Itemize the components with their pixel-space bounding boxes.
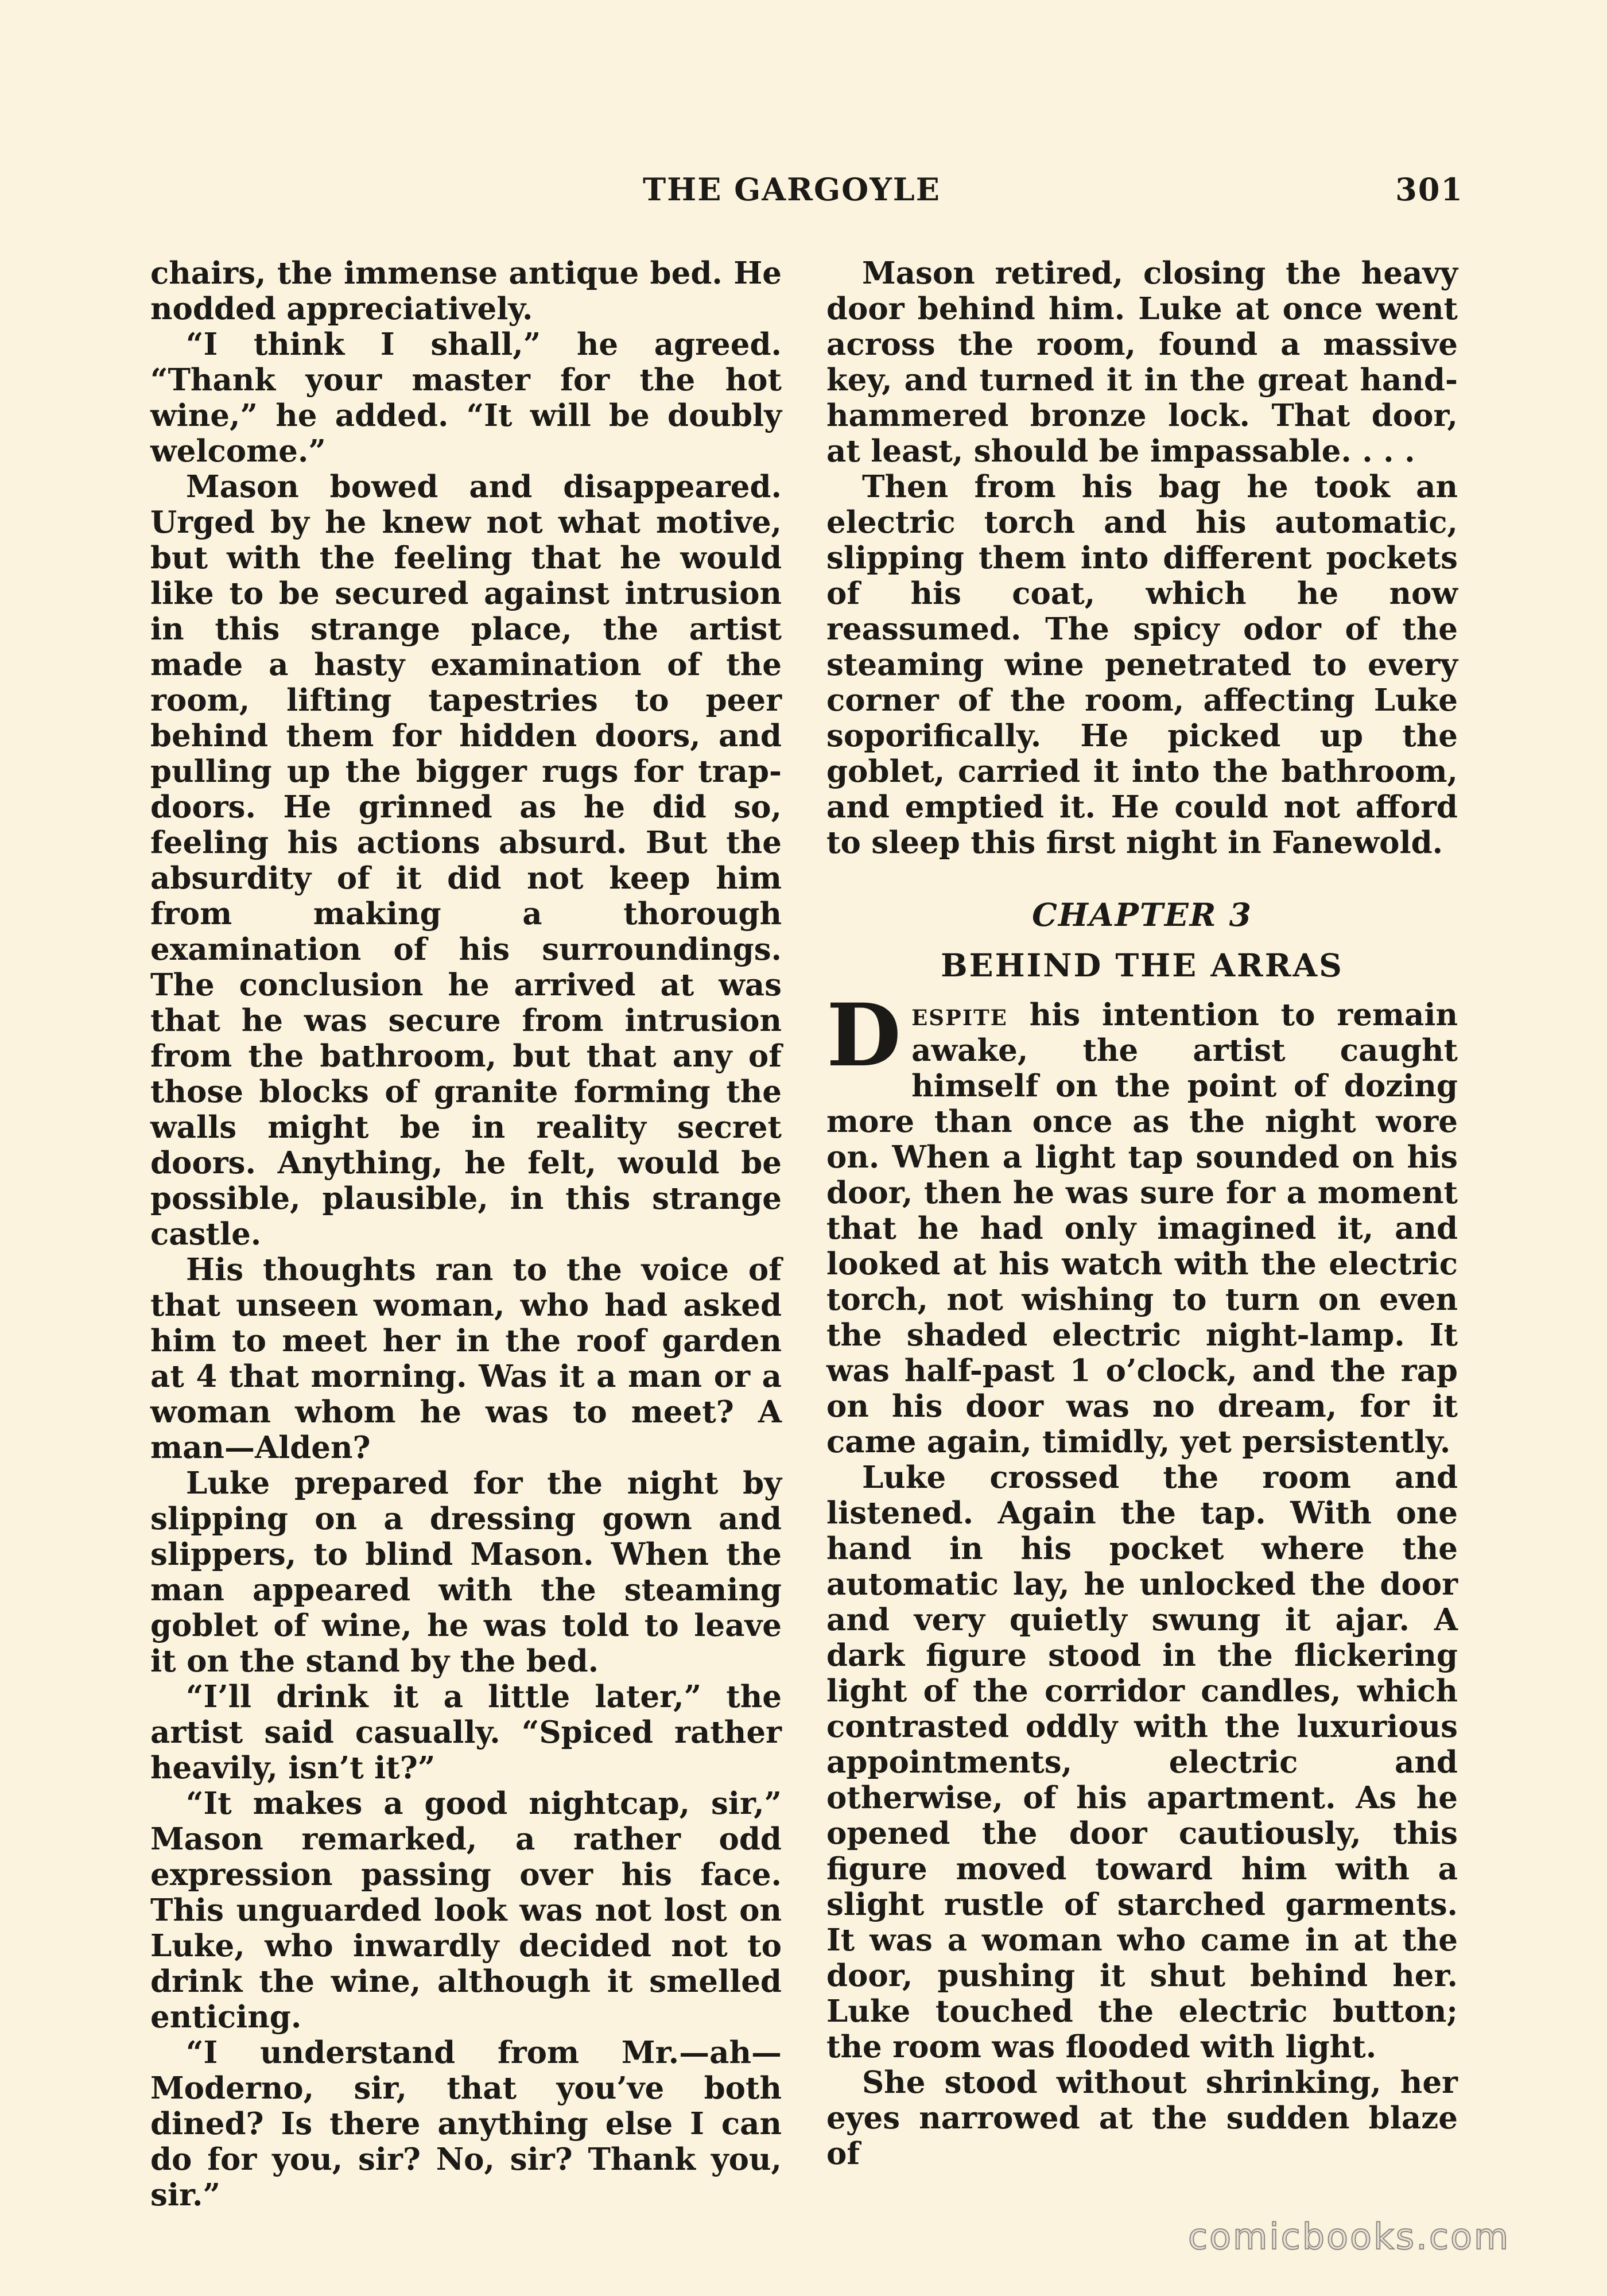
paragraph: “It makes a good nightcap, sir,” Mason remarked, a rather odd expression passing over his face. This unguarded look was not lost on Luke, who inwardly decided not to drink the wine, although it smelled enticing.	[150, 1786, 782, 2035]
right-column	[826, 255, 1458, 2171]
drop-cap: D	[826, 985, 902, 1086]
left-column	[150, 255, 782, 2213]
paragraph: “I understand from Mr.—ah—Moderno, sir, that you’ve both dined? Is there anything else I can do for you, sir? No, sir? Thank you, sir.”	[150, 2035, 782, 2213]
paragraph: Luke crossed the room and listened. Again the tap. With one hand in his pocket where the automatic lay, he unlocked the door and very quietly swung it ajar. A dark figure stood in the flickering light of the corridor candles, which contrasted oddly with the luxurious appointments, electric and otherwise, of his apartment. As he opened the door cautiously, this figure moved toward him with a slight rustle of starched garments. It was a woman who came in at the door, pushing it shut behind her. Luke touched the electric button; the room was flooded with light.	[826, 1460, 1458, 2065]
chapter-title: BEHIND THE ARRAS	[941, 947, 1344, 984]
paragraph: Then from his bag he took an electric torch and his automatic, slipping them into different pockets of his coat, which he now reassumed. The spicy odor of the steaming wine penetrated to every corner of the room, affecting Luke soporifically. He picked up the goblet, carried it into the bathroom, and emptied it. He could not afford to sleep this first night in Fanewold.	[826, 469, 1458, 860]
paragraph: chairs, the immense antique bed. He nodded appreciatively.	[150, 255, 782, 327]
paragraph: She stood without shrinking, her eyes narrowed at the sudden blaze of	[826, 2065, 1458, 2171]
chapter-label: CHAPTER 3	[1032, 896, 1252, 933]
chapter-opening-paragraph	[826, 985, 1458, 1460]
paragraph: Mason retired, closing the heavy door behind him. Luke at once went across the room, found a massive key, and turned it in the great hand-hammered bronze lock. That door, at least, should be impassable. . . .	[826, 255, 1458, 469]
paragraph: Mason bowed and disappeared. Urged by he knew not what motive, but with the feeling that he would like to be secured against intrusion in this strange place, the artist made a hasty examination of the room, lifting tapestries to peer behind them for hidden doors, and pulling up the bigger rugs for trap-doors. He grinned as he did so, feeling his actions absurd. But the absurdity of it did not keep him from making a thorough examination of his surroundings. The conclusion he arrived at was that he was secure from intrusion from the bathroom, but that any of those blocks of granite forming the walls might be in reality secret doors. Anything, he felt, would be possible, plausible, in this strange castle.	[150, 469, 782, 1252]
paragraph: Luke prepared for the night by slipping on a dressing gown and slippers, to blind Mason. When the man appeared with the steaming goblet of wine, he was told to leave it on the stand by the bed.	[150, 1465, 782, 1679]
running-title: THE GARGOYLE	[643, 171, 941, 208]
opening-text: his intention to remain awake, the artist caught himself on the point of dozing more than once as the night wore on. When a light tap sounded on his door, then he was sure for a moment that he had only imagined it, and looked at his watch with the electric torch, not wishing to turn on even the shaded electric night-lamp. It was half-past 1 o’clock, and the rap on his door was no dream, for it came again, timidly, yet persistently.	[826, 997, 1458, 1460]
paragraph: “I think I shall,” he agreed. “Thank your master for the hot wine,” he added. “It will be doubly welcome.”	[150, 327, 782, 469]
opening-word: espite	[911, 997, 1008, 1033]
paragraph: His thoughts ran to the voice of that unseen woman, who had asked him to meet her in the roof garden at 4 that morning. Was it a man or a woman whom he was to meet? A man—Alden?	[150, 1252, 782, 1465]
page-number: 301	[1395, 171, 1464, 208]
paragraph: “I’ll drink it a little later,” the artist said casually. “Spiced rather heavily, isn’t it?”	[150, 1679, 782, 1786]
running-header	[155, 171, 1464, 211]
watermark-logo: comicbooks.com	[1188, 2216, 1511, 2258]
